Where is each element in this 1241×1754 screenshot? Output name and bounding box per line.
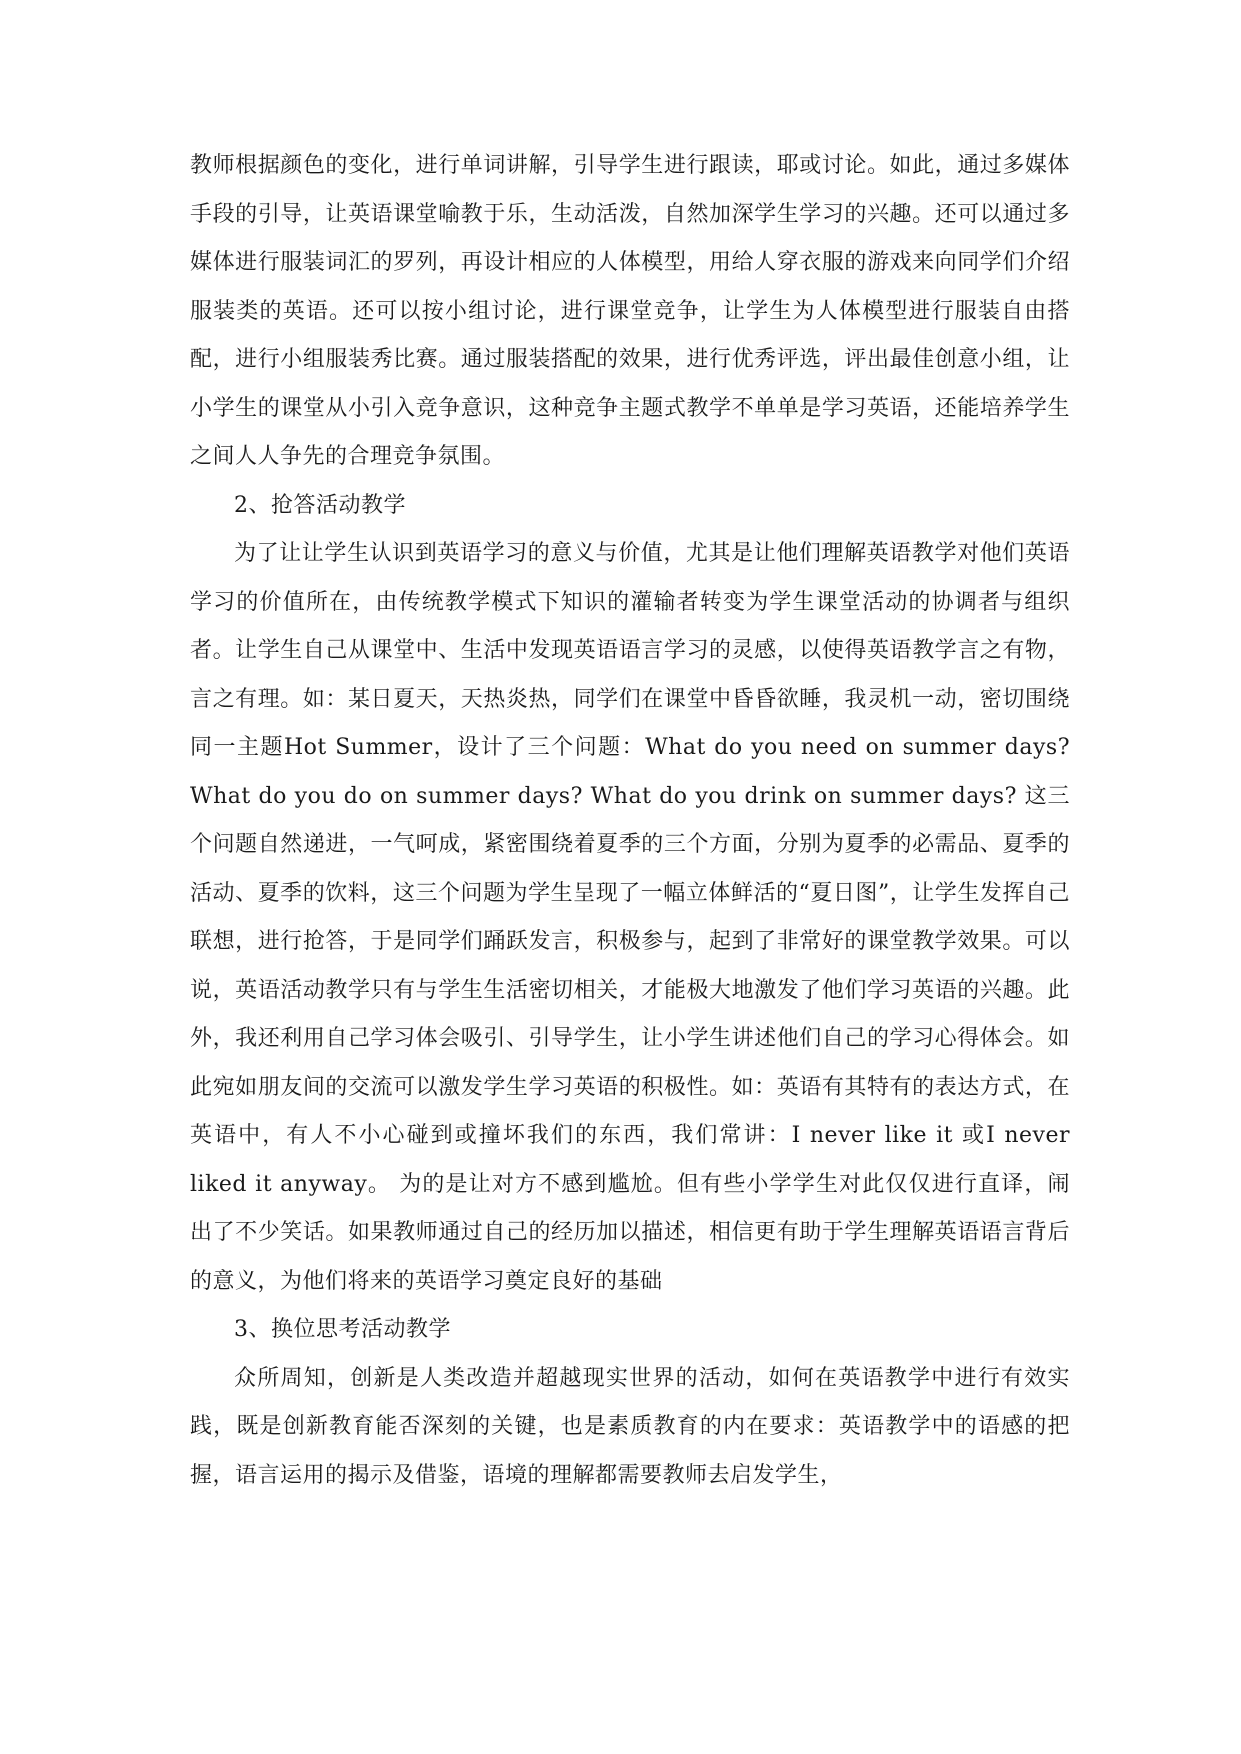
paragraph-costume-activity: 教师根据颜色的变化，进行单词讲解，引导学生进行跟读，耶或讨论。如此，通过多媒体手段的引导，让英语课堂喻教于乐，生动活泼，自然加深学生学习的兴趣。还可以通过多媒体进行服装词汇的罗列，再设计相应的人体模型，用给人穿衣服的游戏来向同学们介绍服装类的英语。还可以按小组讨论，进行课堂竞争，让学生为人体模型进行服装自由搭配，进行小组服装秀比赛。通过服装搭配的效果，进行优秀评选，评出最佳创意小组，让小学生的课堂从小引入竞争意识，这种竞争主题式教学不单单是学习英语，还能培养学生之间人人争先的合理竞争氛围。 xyxy=(190,153,1070,469)
paragraph-quick-answer: 为了让让学生认识到英语学习的意义与价值，尤其是让他们理解英语教学对他们英语学习的价值所在，由传统教学模式下知识的灌输者转变为学生课堂活动的协调者与组织者。让学生自己从课堂中、生活中发现英语语言学习的灵感，以使得英语教学言之有物，言之有理。如：某日夏天，天热炎热，同学们在课堂中昏昏欲睡，我灵机一动，密切围绕同一主题Hot Summer，设计了三个问题：What do you need on summer days? What do you do on summer days? What do you drink on summer days? 这三个问题自然递进，一气呵成，紧密围绕着夏季的三个方面，分别为夏季的必需品、夏季的活动、夏季的饮料，这三个问题为学生呈现了一幅立体鲜活的“夏日图”，让学生发挥自己联想，进行抢答，于是同学们踊跃发言，积极参与，起到了非常好的课堂教学效果。可以说，英语活动教学只有与学生生活密切相关，才能极大地激发了他们学习英语的兴趣。此外，我还利用自己学习体会吸引、引导学生，让小学生讲述他们自己的学习心得体会。如此宛如朋友间的交流可以激发学生学习英语的积极性。如：英语有其特有的表达方式，在英语中，有人不小心碰到或撞坏我们的东西，我们常讲：I never like it 或I never liked it anyway。 为的是让对方不感到尴尬。但有些小学学生对此仅仅进行直译，闹出了不少笑话。如果教师通过自己的经历加以描述，相信更有助于学生理解英语语言背后的意义，为他们将来的英语学习奠定良好的基础 xyxy=(190,541,1070,1294)
section-heading-quick-answer: 2、抢答活动教学 xyxy=(234,492,406,518)
section-heading-perspective: 3、换位思考活动教学 xyxy=(234,1317,451,1342)
document-page xyxy=(190,142,1070,1500)
paragraph-perspective: 众所周知，创新是人类改造并超越现实世界的活动，如何在英语教学中进行有效实践，既是创新教育能否深刻的关键，也是素质教育的内在要求：英语教学中的语感的把握，语言运用的揭示及借鉴，语境的理解都需要教师去启发学生， xyxy=(190,1365,1070,1488)
